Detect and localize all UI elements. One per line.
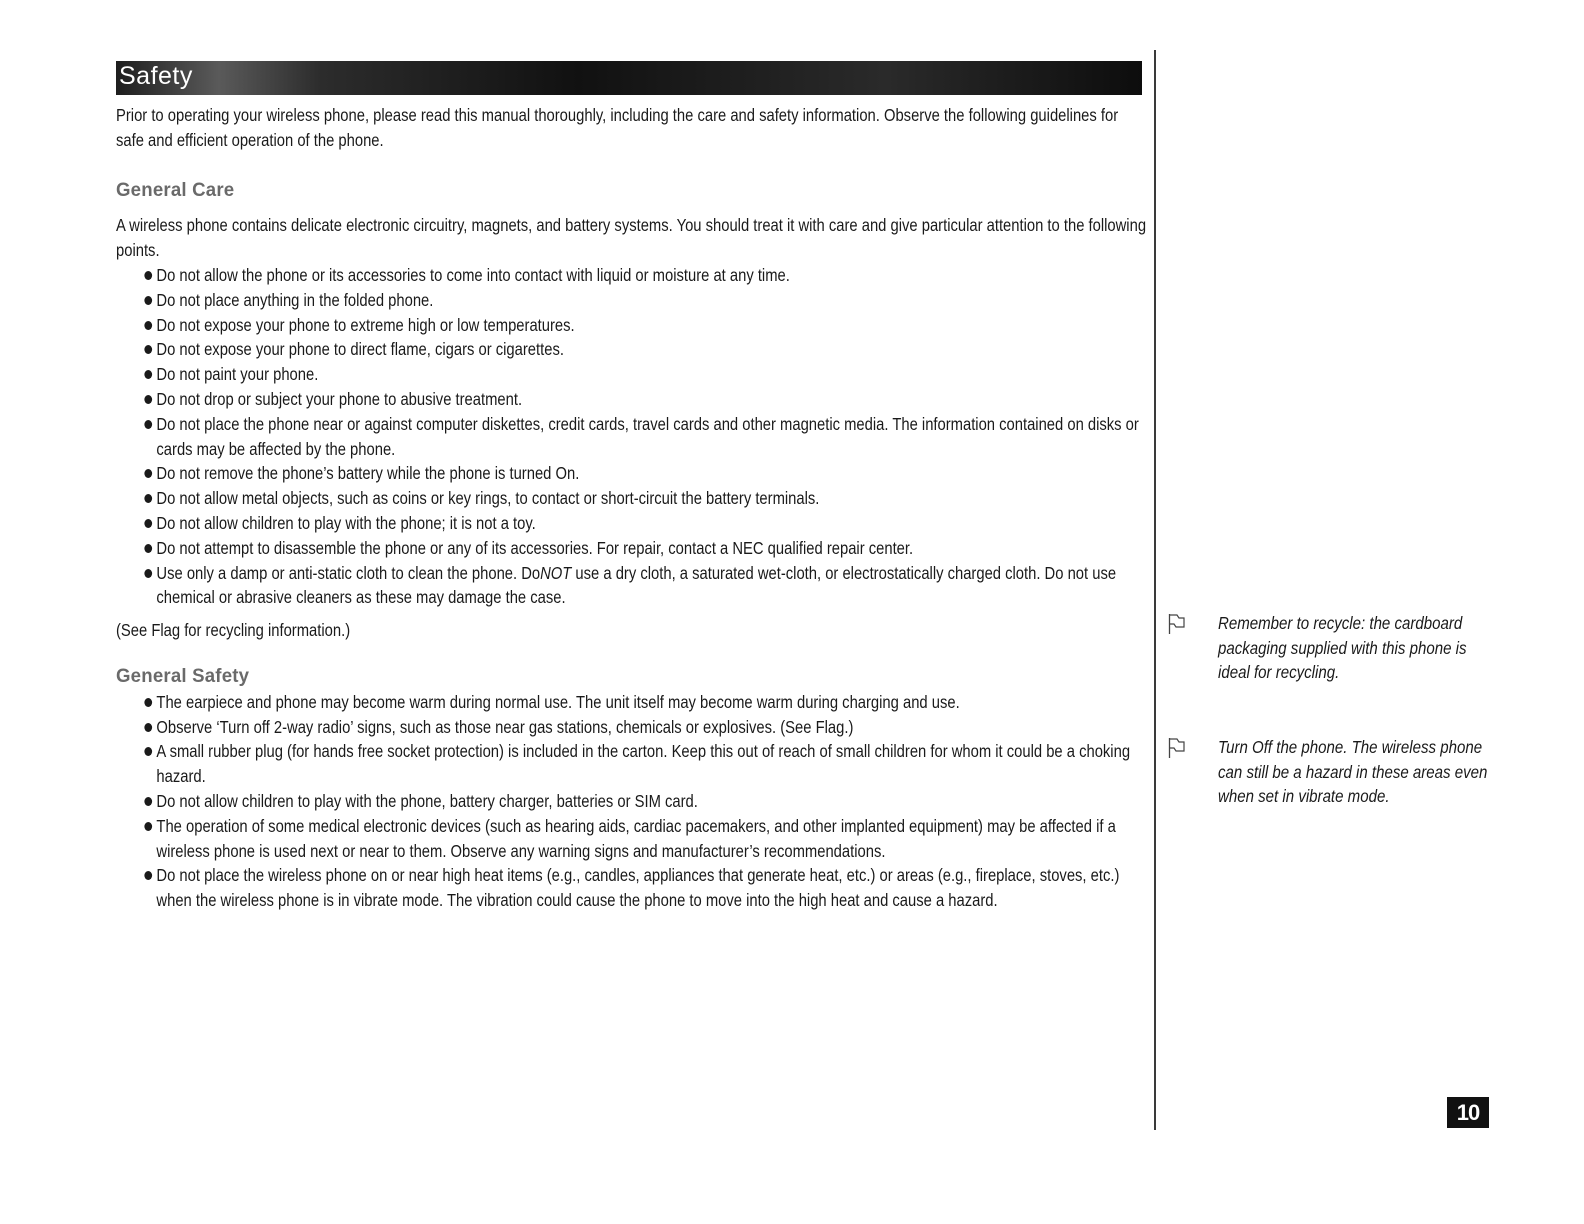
- list-item: Do not expose your phone to direct flame, cigars or cigarettes.: [144, 337, 1148, 362]
- bullet-icon: [144, 321, 152, 330]
- general-care-heading: General Care: [116, 179, 235, 201]
- list-item: Do not allow metal objects, such as coins or key rings, to contact or short-circuit the battery terminals.: [144, 486, 1148, 511]
- bullet-icon: [144, 822, 152, 831]
- column-divider: [1154, 50, 1156, 1130]
- list-item: Do not place the wireless phone on or near high heat items (e.g., candles, appliances that generate heat, etc.) or areas (e.g., fireplace, stoves, etc.) when the wireless phone is in vibrate mode. The vibration could cause the phone to move into the high heat and cause a hazard.: [144, 863, 1148, 913]
- bullet-icon: [144, 345, 152, 354]
- page-title: Safety: [119, 62, 193, 90]
- section-title-bar: [116, 61, 1142, 95]
- general-care-intro: A wireless phone contains delicate electronic circuitry, magnets, and battery systems. You should treat it with care and give particular attention to the following points.: [116, 215, 1147, 261]
- list-item: A small rubber plug (for hands free socket protection) is included in the carton. Keep this out of reach of small children for whom it could be a choking hazard.: [144, 739, 1148, 789]
- side-note-text: Turn Off the phone. The wireless phone can still be a hazard in these areas even when set in vibrate mode.: [1218, 737, 1488, 806]
- list-item: Do not place the phone near or against computer diskettes, credit cards, travel cards and other magnetic media. The information contained on disks or cards may be affected by the phone.: [144, 412, 1148, 462]
- list-item: Do not remove the phone’s battery while the phone is turned On.: [144, 461, 1148, 486]
- list-item: Do not allow the phone or its accessories to come into contact with liquid or moisture at any time.: [144, 263, 1148, 288]
- list-item: Observe ‘Turn off 2-way radio’ signs, such as those near gas stations, chemicals or explosives. (See Flag.): [144, 715, 1148, 740]
- list-item: Do not expose your phone to extreme high or low temperatures.: [144, 313, 1148, 338]
- bullet-icon: [144, 420, 152, 429]
- list-item: Do not allow children to play with the phone, battery charger, batteries or SIM card.: [144, 789, 1148, 814]
- list-item: The operation of some medical electronic devices (such as hearing aids, cardiac pacemakers, and other implanted equipment) may be affected if a wireless phone is used next or near to them. Observe any warning signs and manufacturer’s recommendations.: [144, 814, 1148, 864]
- page-number: 10: [1447, 1097, 1489, 1128]
- bullet-icon: [144, 544, 152, 553]
- bullet-icon: [144, 698, 152, 707]
- bullet-icon: [144, 469, 152, 478]
- bullet-icon: [144, 395, 152, 404]
- emphasis-not: NOT: [540, 562, 572, 583]
- list-item: Do not allow children to play with the phone; it is not a toy.: [144, 511, 1148, 536]
- bullet-icon: [144, 569, 152, 578]
- list-item: Do not place anything in the folded phone.: [144, 288, 1148, 313]
- list-item: Use only a damp or anti-static cloth to clean the phone. DoNOT use a dry cloth, a saturated wet-cloth, or electrostatically charged cloth. Do not use chemical or abrasive cleaners as these may damage the case.: [144, 561, 1148, 611]
- flag-icon: [1168, 737, 1186, 759]
- list-item: Do not paint your phone.: [144, 362, 1148, 387]
- bullet-icon: [144, 747, 152, 756]
- side-note-text: Remember to recycle: the cardboard packaging supplied with this phone is ideal for recycling.: [1218, 613, 1467, 682]
- intro-paragraph: Prior to operating your wireless phone, please read this manual thoroughly, including the care and safety information. Observe the following guidelines for safe and efficient operation of the phone.: [116, 105, 1119, 150]
- main-content: [116, 103, 1147, 913]
- general-safety-list: [116, 690, 1148, 913]
- general-safety-heading: General Safety: [116, 665, 250, 687]
- bullet-icon: [144, 723, 152, 732]
- bullet-icon: [144, 370, 152, 379]
- list-item: Do not attempt to disassemble the phone or any of its accessories. For repair, contact a NEC qualified repair center.: [144, 536, 1148, 561]
- bullet-icon: [144, 271, 152, 280]
- bullet-icon: [144, 871, 152, 880]
- bullet-icon: [144, 296, 152, 305]
- recycling-note: (See Flag for recycling information.): [116, 620, 351, 641]
- list-item: The earpiece and phone may become warm during normal use. The unit itself may become warm during charging and use.: [144, 690, 1148, 715]
- bullet-icon: [144, 494, 152, 503]
- bullet-icon: [144, 797, 152, 806]
- bullet-icon: [144, 519, 152, 528]
- general-care-list: [116, 263, 1148, 610]
- flag-icon: [1168, 613, 1186, 635]
- list-item: Do not drop or subject your phone to abusive treatment.: [144, 387, 1148, 412]
